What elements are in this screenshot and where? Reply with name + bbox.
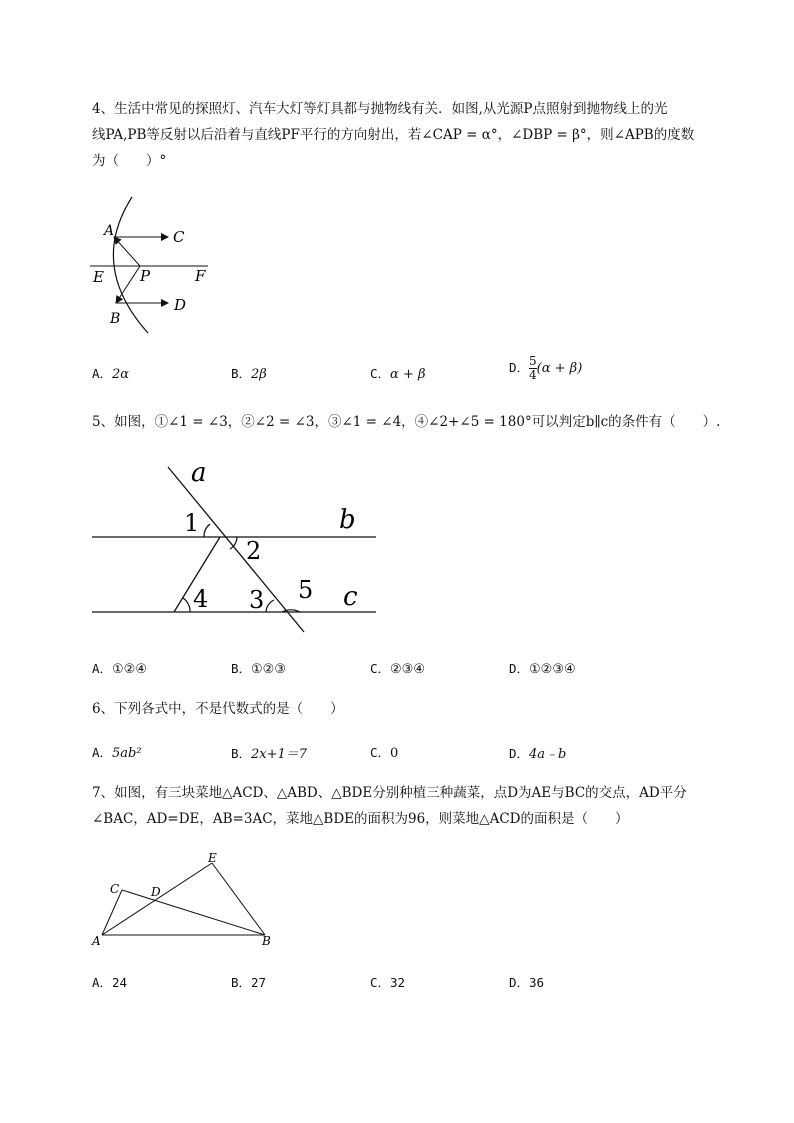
q5-option-d[interactable]: D．①②③④	[509, 661, 576, 677]
q5-option-a[interactable]: A．①②④	[92, 661, 147, 677]
q7-label-d: D	[151, 885, 161, 899]
q7-option-a[interactable]: A．24	[92, 975, 128, 990]
q4-label-e: E	[93, 268, 104, 286]
q7-option-c[interactable]: C．32	[370, 975, 406, 990]
q5-parallel-lines-figure	[92, 455, 382, 640]
q6-option-c[interactable]: C．0	[370, 745, 399, 761]
q4-parabola-figure	[88, 195, 218, 340]
q4-stem-line-2: 线PA,PB等反射以后沿着与直线PF平行的方向射出，若∠CAP = α°，∠DBP = β°，则∠APB的度数	[92, 127, 695, 143]
q7-stem-line-1: 7、如图，有三块菜地△ACD、△ABD、△BDE分别种植三种蔬菜，点D为AE与BC的交点，AD平分	[92, 785, 687, 801]
q4-option-d-fraction: $\frac{5}{4}$	[529, 354, 537, 382]
q5-angle-arc-1	[204, 524, 210, 537]
q5-label-a: a	[191, 458, 207, 488]
q5-label-c: c	[343, 582, 358, 612]
q4-stem-line-1: 4、生活中常见的探照灯、汽车大灯等灯具都与抛物线有关．如图,从光源P点照射到抛物线上的光	[92, 101, 668, 117]
q7-label-b: B	[262, 934, 271, 948]
q4-ray-pa	[114, 237, 140, 266]
q7-segment-cb	[122, 890, 265, 935]
q4-option-a[interactable]: A．2α	[92, 366, 130, 382]
q7-stem-line-2: ∠BAC，AD=DE，AB=3AC，菜地△BDE的面积为96，则菜地△ACD的面积是（ ）	[92, 811, 629, 827]
q6-option-b[interactable]: B．2x+1＝7	[231, 746, 308, 762]
q4-option-c[interactable]: C．α + β	[370, 366, 426, 382]
question-6	[92, 696, 742, 722]
q6-stem: 6、下列各式中，不是代数式的是（ ）	[92, 701, 344, 717]
q4-option-b[interactable]: B．2β	[231, 366, 267, 382]
q4-label-a: A	[104, 223, 115, 239]
q4-label-p: P	[140, 267, 151, 285]
q5-label-3: 3	[249, 586, 265, 614]
q5-line-a	[168, 467, 304, 632]
q7-label-a: A	[92, 934, 101, 948]
q4-label-d: D	[174, 296, 187, 314]
q5-label-2: 2	[246, 537, 262, 565]
q7-option-b[interactable]: B．27	[231, 975, 267, 990]
q7-segment-eb	[212, 863, 265, 935]
q6-option-a[interactable]: A．5ab²	[92, 745, 142, 761]
q5-option-b[interactable]: B．①②③	[231, 661, 286, 677]
question-5	[92, 409, 742, 435]
q7-option-d[interactable]: D．36	[509, 975, 545, 990]
question-7	[92, 780, 742, 832]
q5-label-1: 1	[184, 509, 200, 537]
q5-stem: 5、如图，①∠1 = ∠3，②∠2 = ∠3，③∠1 = ∠4，④∠2+∠5 = 180°可以判定b∥c的条件有（ ）.	[92, 414, 721, 430]
q5-label-4: 4	[193, 585, 209, 613]
q4-option-d[interactable]: D． $\frac{5}{4}$ (α + β)	[509, 354, 583, 382]
q5-label-5: 5	[298, 576, 314, 604]
question-4	[92, 96, 742, 174]
q5-angle-arc-3	[266, 600, 274, 612]
q6-option-d[interactable]: D．4a﹣b	[509, 746, 567, 762]
q5-angle-arc-4	[183, 598, 190, 612]
q4-label-f: F	[195, 267, 206, 285]
q5-label-b: b	[339, 505, 356, 535]
q7-triangle-figure	[90, 850, 280, 950]
q7-label-e: E	[208, 851, 217, 865]
q7-label-c: C	[110, 882, 120, 896]
q4-label-b: B	[110, 311, 121, 327]
q5-option-c[interactable]: C．②③④	[370, 661, 425, 677]
q4-stem-line-3: 为（ ）°	[92, 153, 167, 169]
q4-ray-pb	[116, 266, 140, 303]
q4-label-c: C	[173, 228, 185, 246]
